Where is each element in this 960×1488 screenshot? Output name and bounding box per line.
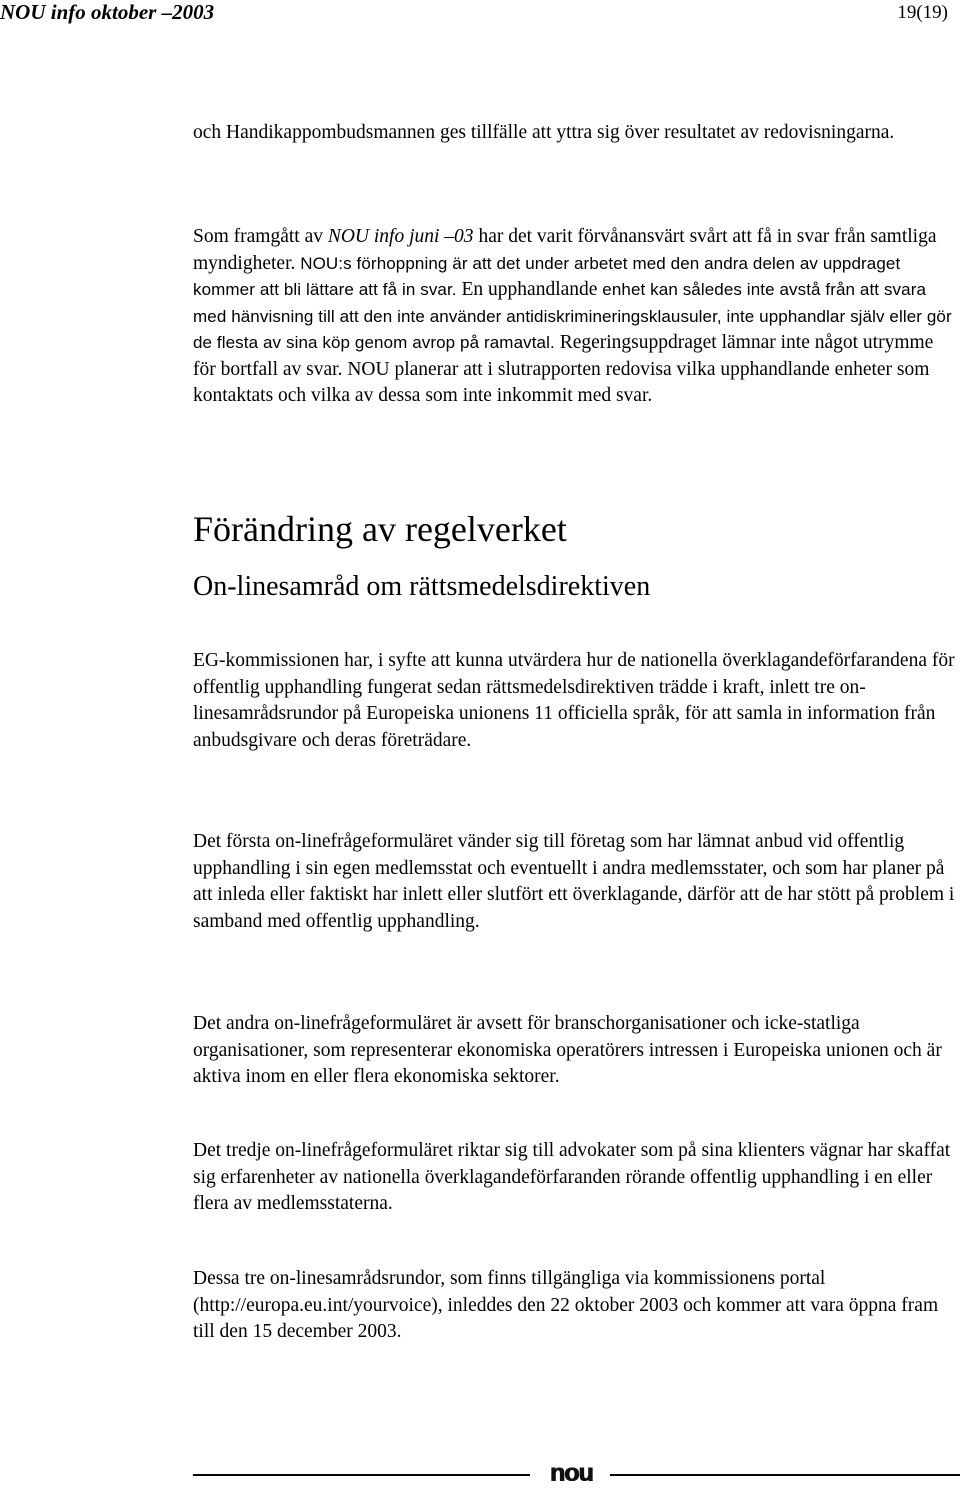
subsection-heading: On-linesamråd om rättsmedelsdirektiven bbox=[193, 571, 651, 602]
paragraph-1: och Handikappombudsmannen ges tillfälle att yttra sig över resultatet av redovisningarna. bbox=[193, 122, 895, 143]
footer-rule-right bbox=[610, 1474, 960, 1476]
paragraph-2-text-a: Som framgått av bbox=[193, 226, 328, 247]
paragraph-2-text-sans: NOU:s förhoppning är att det under arbetet med den andra delen av uppdraget kommer att bli lättare att få in svar. bbox=[193, 253, 901, 299]
paragraph-2-text-b: har det varit förvånansvärt svårt att få in svar från samtliga myndigheter. bbox=[193, 226, 937, 274]
footer-rule-left bbox=[193, 1474, 530, 1476]
paragraph-2-reference: NOU info juni –03 bbox=[327, 226, 474, 247]
page-number: 19(19) bbox=[897, 2, 948, 23]
section-heading: Förändring av regelverket bbox=[193, 509, 567, 549]
paragraph-3: EG-kommissionen har, i syfte att kunna utvärdera hur de nationella överklagandeförfarandena för offentlig upphandling fungerat sedan rättsmedelsdirektiven trädde i kraft, inlett tre on- linesamrådsrundor på Europeiska unionens 11 officiella språk, för att samla in information från anbudsgivare och deras företrädare. bbox=[193, 650, 955, 751]
paragraph-4: Det första on-linefrågeformuläret vänder sig till företag som har lämnat anbud vid offentlig upphandling i sin egen medlemsstat och eventuellt i andra medlemsstater, och som har planer på att inleda eller faktiskt har inlett eller slutfört ett överklagande, därför att de har stött på problem i samband med offentlig upphandling. bbox=[193, 831, 955, 932]
nou-logo: nou bbox=[549, 1459, 593, 1487]
page-footer bbox=[193, 1459, 960, 1487]
paragraph-7: Dessa tre on-linesamrådsrundor, som finns tillgängliga via kommissionens portal (http://europa.eu.int/yourvoice), inleddes den 22 oktober 2003 och kommer att vara öppna fram till den 15 december 2003. bbox=[193, 1268, 939, 1342]
document-header-title: NOU info oktober –2003 bbox=[0, 0, 215, 24]
paragraph-2-text-d: Regeringsuppdraget lämnar inte något utrymme för bortfall av svar. NOU planerar att i slutrapporten redovisa vilka upphandlande enheter som kontaktats och vilka av dessa som inte inkommit med svar. bbox=[193, 332, 934, 406]
paragraph-6: Det tredje on-linefrågeformuläret riktar sig till advokater som på sina klienters vägnar har skaffat sig erfarenheter av nationella överklagandeförfaranden rörande offentlig upphandling i en eller flera av medlemsstaterna. bbox=[193, 1140, 951, 1214]
paragraph-5: Det andra on-linefrågeformuläret är avsett för branschorganisationer och icke-statliga organisationer, som representerar ekonomiska operatörers intressen i Europeiska unionen och är aktiva inom en eller flera ekonomiska sektorer. bbox=[193, 1013, 942, 1087]
paragraph-2 bbox=[193, 224, 960, 410]
paragraph-2-text-c: En upphandlande bbox=[456, 279, 603, 300]
paragraph-2-text-sans-2: enhet kan således inte avstå från att svara med hänvisning till att den inte använder antidiskrimineringsklausuler, inte upphandlar själv eller gör de flesta av sina köp genom avrop på ramavtal. bbox=[193, 280, 952, 352]
